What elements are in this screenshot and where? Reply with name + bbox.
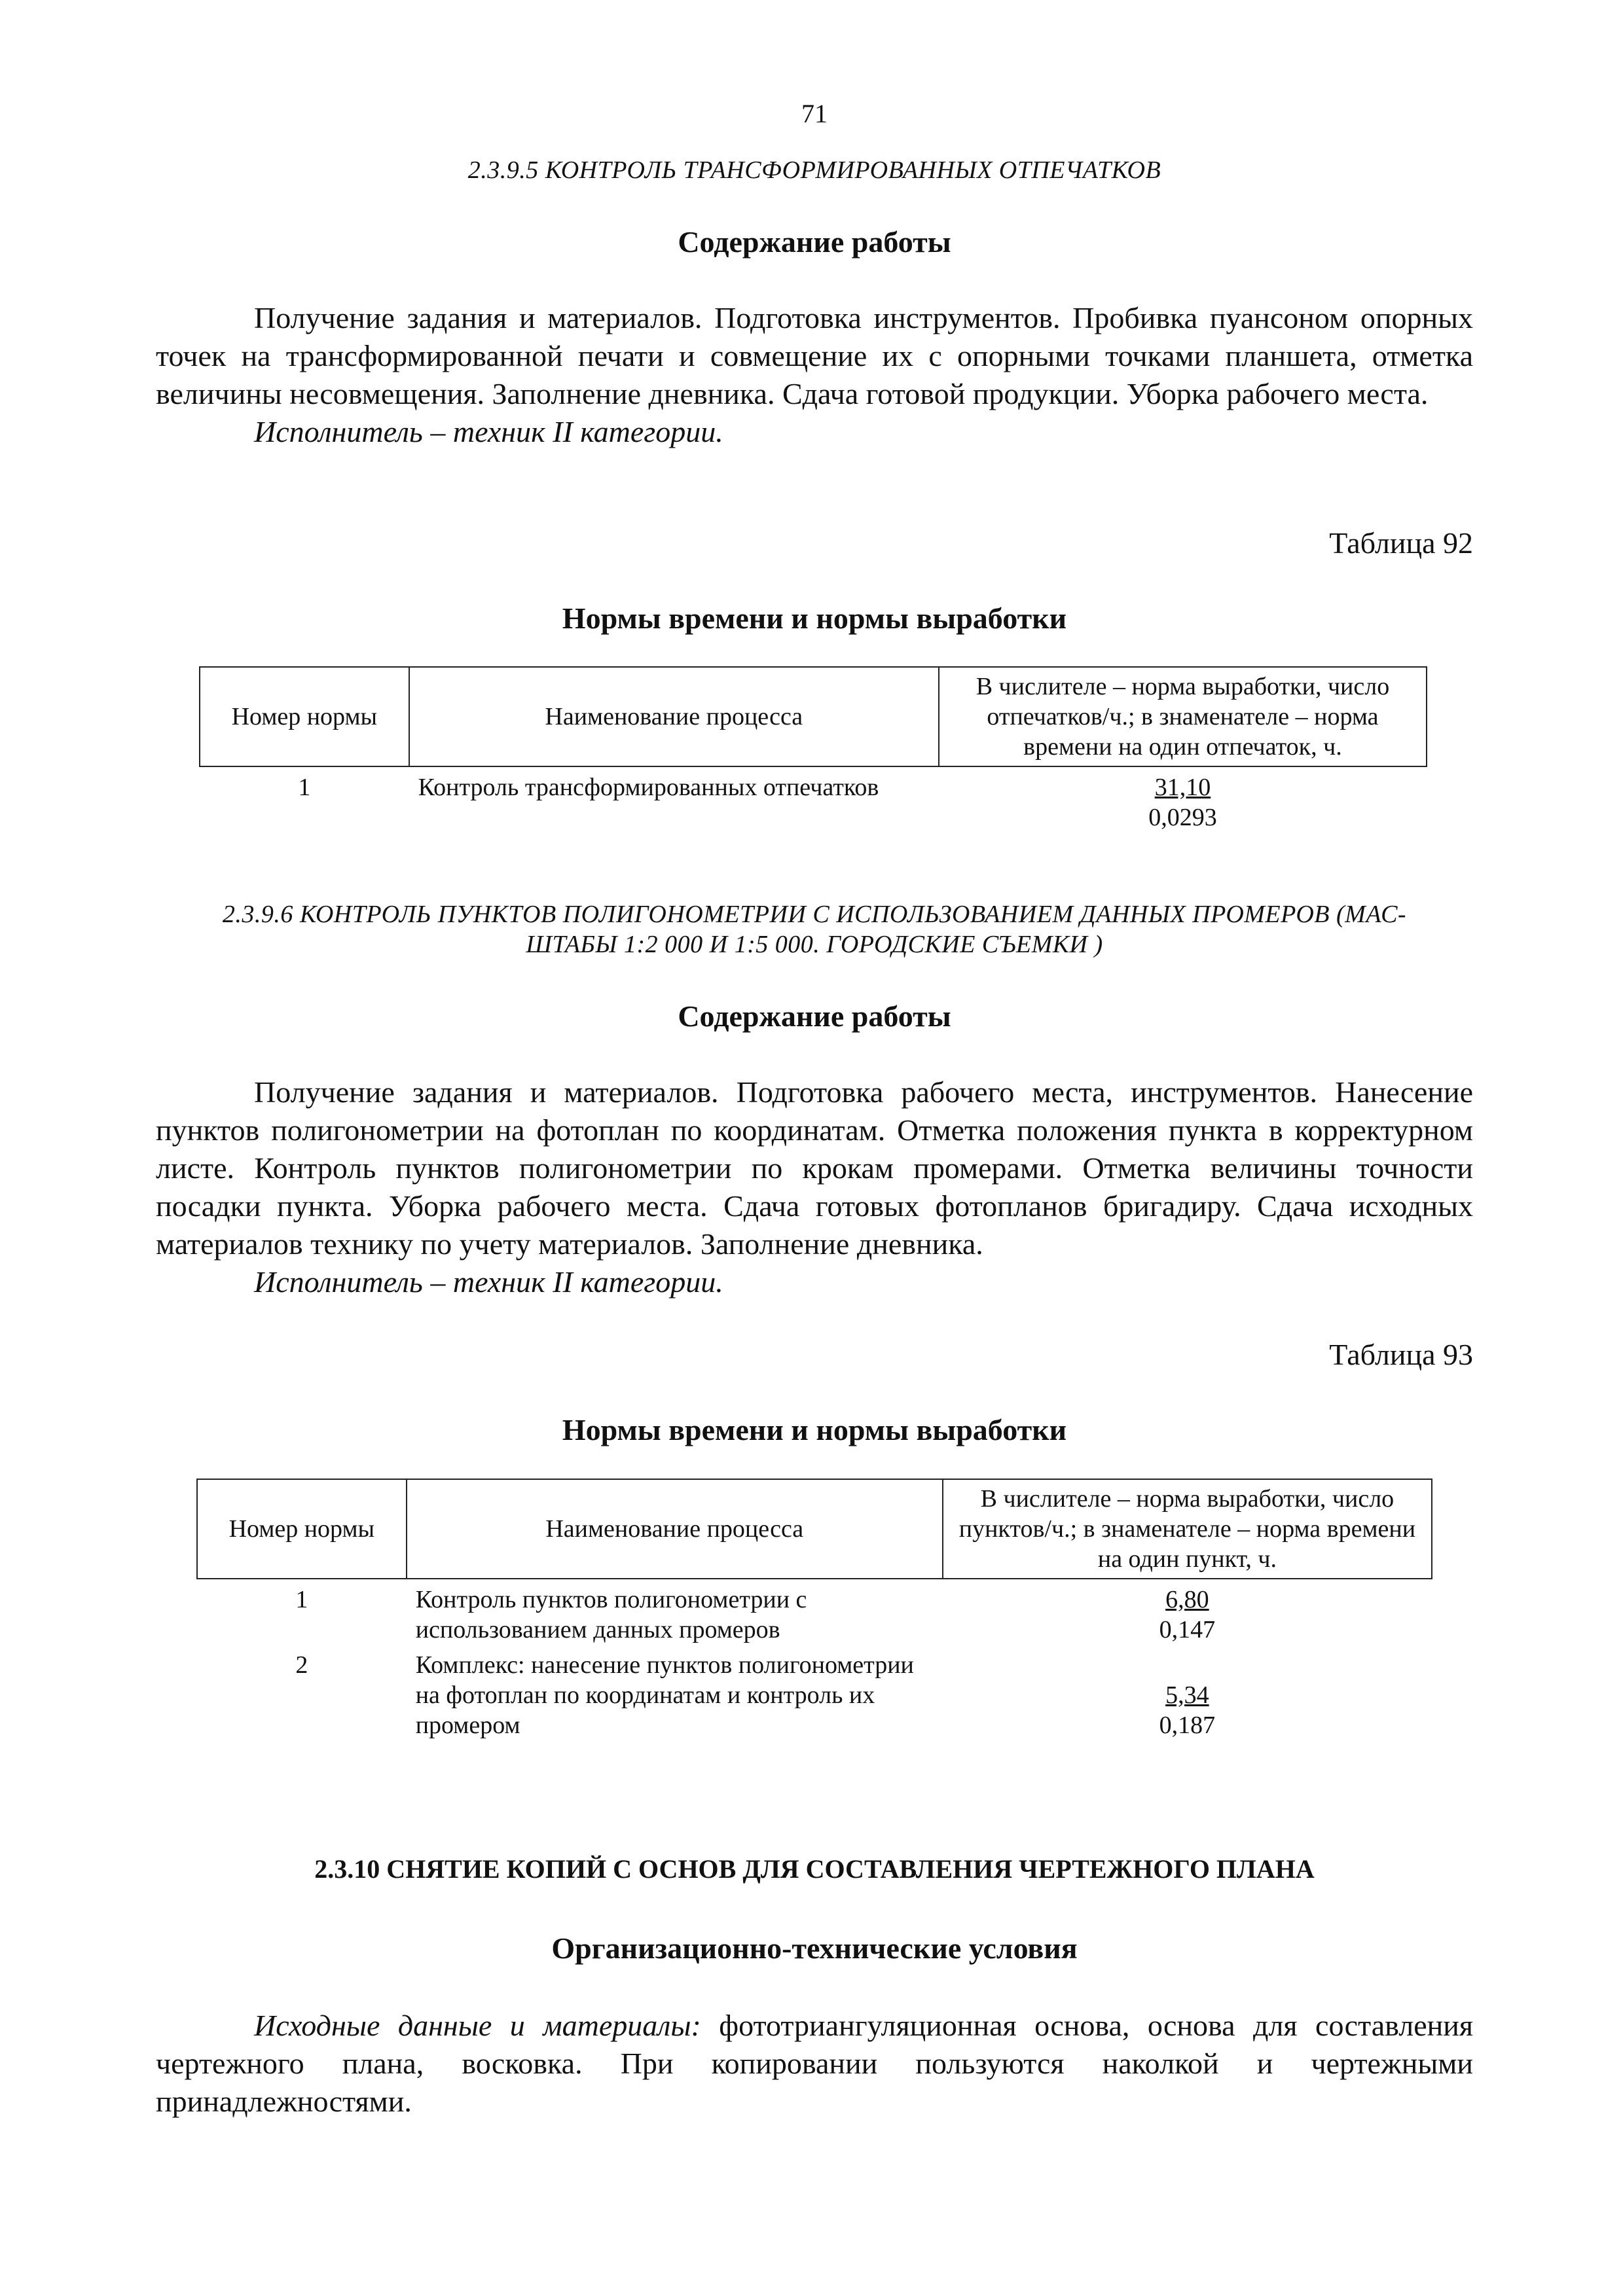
content-heading-2: Содержание работы	[678, 999, 951, 1033]
section2-body	[156, 1073, 1473, 1301]
t93-row1-numerator: 6,80	[1165, 1586, 1209, 1613]
section-title-2310: 2.3.10 СНЯТИЕ КОПИЙ С ОСНОВ ДЛЯ СОСТАВЛЕНИЯ ЧЕРТЕЖНОГО ПЛАНА	[314, 1854, 1315, 1884]
table-row	[200, 766, 1427, 833]
t92-row1-value	[939, 766, 1427, 833]
t93-row1-denominator: 0,147	[1159, 1616, 1216, 1643]
section3-body	[156, 2007, 1473, 2121]
section2-executor: Исполнитель – техник II категории.	[254, 1265, 723, 1299]
content-heading-1: Содержание работы	[678, 225, 951, 259]
t93-row2-value	[943, 1645, 1432, 1740]
table93-caption: Таблица 93	[1329, 1338, 1473, 1371]
page-number: 71	[801, 99, 828, 128]
t93-header-num: Номер нормы	[197, 1479, 407, 1579]
t92-row1-num: 1	[298, 774, 311, 801]
t92-header-norm: В числителе – норма выработки, число отпечатков/ч.; в знаменателе – норма времени на один отпечаток, ч.	[939, 667, 1427, 766]
t92-row1-denominator: 0,0293	[1148, 804, 1217, 831]
table-row	[197, 1579, 1432, 1645]
section3-text: фототриангуляционная основа, основа для составления чертежного плана, восковка. При копировании пользуются наколкой и чертежными принадлежностями.	[156, 2009, 1473, 2118]
t93-row2-numerator: 5,34	[1165, 1681, 1209, 1709]
section3-paragraph	[156, 2007, 1473, 2121]
t93-row2-denominator: 0,187	[1159, 1712, 1216, 1739]
table93-heading: Нормы времени и нормы выработки	[562, 1413, 1067, 1446]
table-93	[196, 1479, 1432, 1740]
t92-header-process: Наименование процесса	[409, 667, 939, 766]
section1-body	[156, 299, 1473, 451]
t93-row1-value	[943, 1579, 1432, 1645]
t93-header-norm: В числителе – норма выработки, число пунктов/ч.; в знаменателе – норма времени на один пункт, ч.	[943, 1479, 1432, 1579]
t92-row1-process: Контроль трансформированных отпечатков	[418, 774, 879, 801]
section-title-2396-line1: 2.3.9.6 КОНТРОЛЬ ПУНКТОВ ПОЛИГОНОМЕТРИИ С ИСПОЛЬЗОВАНИЕМ ДАННЫХ ПРОМЕРОВ (МАС-	[222, 901, 1407, 928]
table-92	[199, 666, 1427, 833]
t93-header-process: Наименование процесса	[407, 1479, 943, 1579]
table92-caption: Таблица 92	[1329, 526, 1473, 560]
t93-row2-num: 2	[295, 1651, 308, 1679]
table92-heading: Нормы времени и нормы выработки	[562, 601, 1067, 635]
section3-italic-lead: Исходные данные и материалы:	[254, 2009, 701, 2042]
section1-executor: Исполнитель – техник II категории.	[254, 415, 723, 448]
section2-paragraph: Получение задания и материалов. Подготовка рабочего места, инструментов. Нанесение пунктов полигонометрии на фотоплан по координатам. Отметка положения пункта в корректурном листе. Контроль пунктов полигонометрии по крокам промерами. Отметка величины точности посадки пункта. Уборка рабочего места. Сдача готовых фотопланов бригадиру. Сдача исходных материалов технику по учету материалов. Заполнение дневника.	[156, 1075, 1473, 1261]
section-title-2396-line2: ШТАБЫ 1:2 000 И 1:5 000. ГОРОДСКИЕ СЪЕМКИ )	[526, 931, 1103, 958]
t93-row2-process: Комплекс: нанесение пунктов полигонометрии на фотоплан по координатам и контроль их промером	[415, 1651, 914, 1739]
section1-paragraph: Получение задания и материалов. Подготовка инструментов. Пробивка пуансоном опорных точек на трансформированной печати и совмещение их с опорными точками планшета, отметка величины несовмещения. Заполнение дневника. Сдача готовой продукции. Уборка рабочего места.	[156, 301, 1473, 410]
table-row	[197, 1645, 1432, 1740]
t92-header-num: Номер нормы	[200, 667, 409, 766]
t92-row1-numerator: 31,10	[1154, 774, 1211, 801]
t93-row1-process: Контроль пунктов полигонометрии с использованием данных промеров	[415, 1586, 807, 1643]
t93-row1-num: 1	[295, 1586, 308, 1613]
section-title-2395: 2.3.9.5 КОНТРОЛЬ ТРАНСФОРМИРОВАННЫХ ОТПЕЧАТКОВ	[467, 156, 1161, 184]
org-tech-heading: Организационно-технические условия	[551, 1931, 1078, 1965]
